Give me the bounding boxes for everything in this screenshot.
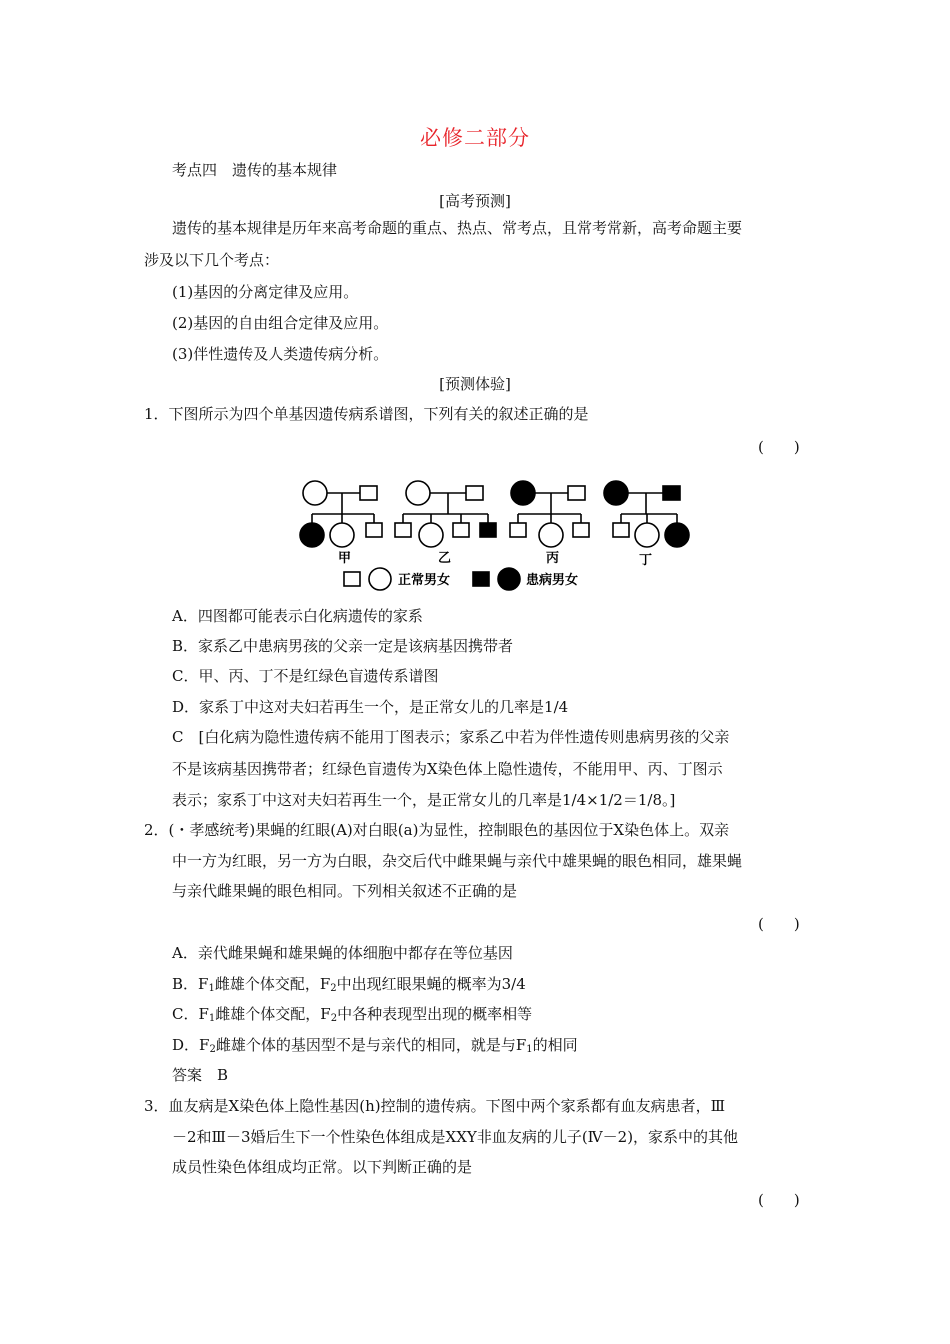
q2-option-d: D．$F_2$雌雄个体的基因型不是与亲代的相同，就是与$F_1$的相同 — [172, 1036, 578, 1055]
pedigree-yi — [395, 481, 496, 547]
q1-answer-line-2: 不是该病基因携带者；红绿色盲遗传为X染色体上隐性遗传，不能用甲、丙、丁图示 — [172, 760, 723, 778]
q1-option-a: A．四图都可能表示白化病遗传的家系 — [172, 607, 423, 625]
label-jia: 甲 — [338, 551, 352, 566]
intro-line-1: 遗传的基本规律是历年来高考命题的重点、热点、常考点，且常考常新，高考命题主要 — [172, 219, 743, 237]
q3-stem-line-3: 成员性染色体组成均正常。以下判断正确的是 — [172, 1158, 473, 1176]
legend-normal: 正常男女 — [398, 573, 451, 588]
q1-answer-paren: ( ) — [758, 438, 800, 456]
q1-option-b: B．家系乙中患病男孩的父亲一定是该病基因携带者 — [172, 637, 514, 655]
pedigree-bing — [510, 481, 589, 547]
q2-option-b: B．$F_1$雌雄个体交配，$F_2$中出现红眼果蝇的概率为3/4 — [172, 975, 526, 994]
pedigree-figure — [290, 476, 700, 596]
q1-option-c: C．甲、丙、丁不是红绿色盲遗传系谱图 — [172, 667, 439, 685]
pedigree-ding — [604, 481, 689, 547]
q2-option-c: C．$F_1$雌雄个体交配，$F_2$中各种表现型出现的概率相等 — [172, 1005, 533, 1024]
q2-stem-line-3: 与亲代雌果蝇的眼色相同。下列相关叙述不正确的是 — [172, 882, 518, 900]
q2-option-a: A．亲代雌果蝇和雄果蝇的体细胞中都存在等位基因 — [172, 944, 513, 962]
q2-answer-paren: ( ) — [758, 915, 800, 933]
q3-stem-line-1: 3．血友病是X染色体上隐性基因(h)控制的遗传病。下图中两个家系都有血友病患者，Ⅲ — [144, 1097, 726, 1115]
experience-header: [预测体验] — [439, 375, 511, 393]
label-ding: 丁 — [639, 553, 653, 568]
q1-answer-line-3: 表示；家系丁中这对夫妇若再生一个，是正常女儿的几率是1/4×1/2＝1/8。] — [172, 791, 676, 809]
q1-answer-line-1: C [白化病为隐性遗传病不能用丁图表示；家系乙中若为伴性遗传则患病男孩的父亲 — [172, 728, 730, 746]
forecast-header: [高考预测] — [439, 192, 511, 210]
q2-answer: 答案 B — [172, 1066, 229, 1084]
pedigree-jia — [300, 481, 382, 547]
label-bing: 丙 — [546, 551, 560, 566]
q3-answer-paren: ( ) — [758, 1191, 800, 1209]
legend-affected: 患病男女 — [526, 573, 579, 588]
point-1: (1)基因的分离定律及应用。 — [172, 283, 359, 301]
intro-line-2: 涉及以下几个考点： — [144, 251, 280, 269]
q1-option-d: D．家系丁中这对夫妇若再生一个，是正常女儿的几率是1/4 — [172, 698, 569, 716]
section-heading: 考点四 遗传的基本规律 — [172, 161, 338, 179]
q1-stem: 1．下图所示为四个单基因遗传病系谱图，下列有关的叙述正确的是 — [144, 405, 589, 423]
page-title: 必修二部分 — [420, 126, 530, 150]
point-2: (2)基因的自由组合定律及应用。 — [172, 314, 389, 332]
q3-stem-line-2: －2和Ⅲ－3婚后生下一个性染色体组成是XXY非血友病的儿子(Ⅳ－2)，家系中的其他 — [172, 1128, 739, 1146]
q2-stem-line-1: 2．(・孝感统考)果蝇的红眼(A)对白眼(a)为显性，控制眼色的基因位于X染色体上。双亲 — [144, 821, 730, 839]
q2-stem-line-2: 中一方为红眼，另一方为白眼，杂交后代中雌果蝇与亲代中雄果蝇的眼色相同，雄果蝇 — [172, 852, 743, 870]
label-yi: 乙 — [438, 551, 452, 566]
point-3: (3)伴性遗传及人类遗传病分析。 — [172, 345, 389, 363]
